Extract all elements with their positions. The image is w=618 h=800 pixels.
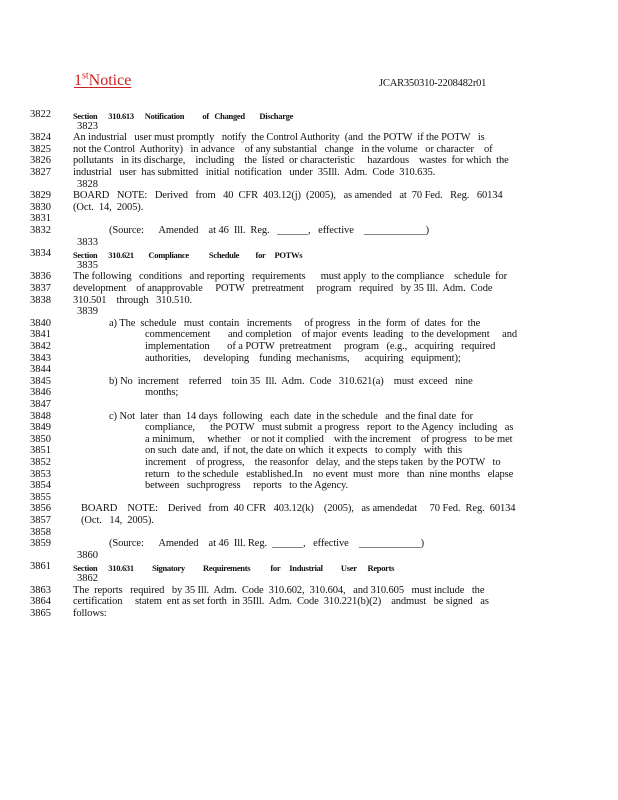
line-number: 3843 <box>30 352 51 364</box>
line-number: 3830 <box>30 201 51 213</box>
document-line <box>0 144 618 156</box>
document-line <box>0 608 618 620</box>
document-line <box>0 213 618 225</box>
line-text: a) The schedule must contain increments of progress in the form of dates for the <box>109 317 481 329</box>
line-number: 3856 <box>30 503 51 515</box>
section-heading-line <box>0 561 618 573</box>
line-text: between suchprogress reports to the Agency. <box>145 480 348 492</box>
line-text: compliance, the POTW must submit a progress report to the Agency including as <box>145 422 514 434</box>
sub-line-number <box>0 573 618 585</box>
line-number: 3845 <box>30 375 51 387</box>
document-line <box>0 492 618 504</box>
line-text: The following conditions and reporting requirements must apply to the compliance schedule for <box>73 271 508 283</box>
document-line <box>0 515 618 527</box>
sub-line-number <box>0 179 618 191</box>
line-number: 3829 <box>30 190 51 202</box>
document-line <box>0 422 618 434</box>
line-text: (Oct. 14, 2005). <box>81 515 154 526</box>
line-text: on such date and, if not, the date on which it expects to comply with this <box>145 445 462 457</box>
document-line <box>0 190 618 202</box>
sub-line-number <box>0 550 618 562</box>
line-text: (Source: Amended at 46 Ill. Reg. ______, effective ____________) <box>109 225 430 236</box>
notice-number: 1 <box>74 72 82 89</box>
document-line <box>0 376 618 388</box>
document-line <box>0 283 618 295</box>
line-number: 3854 <box>30 480 51 492</box>
document-line <box>0 411 618 423</box>
line-text: authorities, developing funding mechanisms, acquiring equipment); <box>145 352 461 364</box>
line-text: return to the schedule established.In no event must more than nine months elapse <box>145 468 514 480</box>
document-line <box>0 596 618 608</box>
line-number: 3852 <box>30 457 51 468</box>
line-text: industrial user has submitted initial notification under 35Ill. Adm. Code 310.635. <box>73 167 436 178</box>
document-line <box>0 202 618 214</box>
line-number: 3857 <box>30 515 51 526</box>
inline-line-number: 3862 <box>77 573 98 584</box>
document-line <box>0 341 618 353</box>
line-number: 3841 <box>30 329 51 341</box>
line-number: 3831 <box>30 213 51 225</box>
line-text: development of anapprovable POTW pretreatment program required by 35 Ill. Adm. Code <box>73 283 493 294</box>
document-line <box>0 434 618 446</box>
inline-line-number: 3833 <box>77 236 98 248</box>
line-number: 3842 <box>30 341 51 352</box>
document-line <box>0 329 618 341</box>
document-line <box>0 585 618 597</box>
sub-line-number <box>0 121 618 133</box>
section-heading: Section 310.631 Signatory Requirements for Industrial User Reports <box>73 563 395 574</box>
line-text: implementation of a POTW pretreatment program (e.g., acquiring required <box>145 341 496 352</box>
document-line <box>0 353 618 365</box>
line-number: 3847 <box>30 399 51 410</box>
line-text: c) Not later than 14 days following each date in the schedule and the final date for <box>109 410 473 422</box>
inline-line-number: 3823 <box>77 120 98 132</box>
line-text: pollutants in its discharge, including the listed or characteristic hazardous wastes for which the <box>73 155 509 167</box>
line-number: 3824 <box>30 132 51 144</box>
sub-line-number <box>0 260 618 272</box>
document-line <box>0 480 618 492</box>
line-number: 3863 <box>30 584 51 596</box>
document-line <box>0 295 618 307</box>
document-id: JCAR350310-2208482r01 <box>379 78 487 89</box>
line-number: 3849 <box>30 422 51 434</box>
document-line <box>0 271 618 283</box>
notice-label <box>74 72 131 90</box>
document-line <box>0 503 618 515</box>
line-number: 3837 <box>30 283 51 294</box>
line-text: commencement and completion of major events leading to the development and <box>145 329 518 341</box>
line-number: 3836 <box>30 271 51 283</box>
line-number: 3844 <box>30 364 51 376</box>
line-text: not the Control Authority) in advance of any substantial change in the volume or character of <box>73 143 493 155</box>
line-number: 3850 <box>30 433 51 445</box>
document-line <box>0 132 618 144</box>
document-line <box>0 538 618 550</box>
document-line <box>0 167 618 179</box>
line-text: months; <box>145 387 179 399</box>
document-line <box>0 469 618 481</box>
line-text: certification statem ent as set forth in 35Ill. Adm. Code 310.221(b)(2) andmust be signed as <box>73 596 489 608</box>
line-text: The reports required by 35 Ill. Adm. Code 310.602, 310.604, and 310.605 must include the <box>73 584 485 596</box>
line-text: follows: <box>73 607 107 619</box>
document-line <box>0 387 618 399</box>
line-text: (Source: Amended at 46 Ill. Reg. ______, effective ____________) <box>109 538 425 550</box>
inline-line-number: 3828 <box>77 178 98 190</box>
document-line <box>0 364 618 376</box>
line-number: 3861 <box>30 561 51 573</box>
inline-line-number: 3835 <box>77 259 98 271</box>
line-number: 3834 <box>30 248 51 260</box>
line-number: 3855 <box>30 491 51 503</box>
document-line <box>0 225 618 237</box>
section-heading: Section 310.621 Compliance Schedule for POTWs <box>73 250 303 261</box>
notice-suffix: st <box>82 70 89 82</box>
line-number: 3859 <box>30 538 51 550</box>
line-text: a minimum, whether or not it complied with the increment of progress to be met <box>145 433 513 445</box>
section-heading-line <box>0 248 618 260</box>
line-number: 3851 <box>30 445 51 457</box>
line-text: increment of progress, the reasonfor delay, and the steps taken by the POTW to <box>145 457 501 468</box>
line-number: 3822 <box>30 109 51 120</box>
line-text: BOARD NOTE: Derived from 40 CFR 403.12(k) (2005), as amendedat 70 Fed. Reg. 60134 <box>81 503 516 515</box>
line-number: 3865 <box>30 607 51 619</box>
section-heading: Section 310.613 Notification of Changed Discharge <box>73 111 294 121</box>
line-text: (Oct. 14, 2005). <box>73 201 144 213</box>
line-text: 310.501 through 310.510. <box>73 294 193 306</box>
line-number: 3848 <box>30 410 51 422</box>
line-number: 3827 <box>30 167 51 178</box>
line-text: b) No increment referred toin 35 Ill. Adm. Code 310.621(a) must exceed nine <box>109 375 473 387</box>
line-number: 3846 <box>30 387 51 399</box>
line-number: 3826 <box>30 155 51 167</box>
notice-text: Notice <box>88 72 132 89</box>
sub-line-number <box>0 237 618 249</box>
line-number: 3838 <box>30 294 51 306</box>
document-line <box>0 457 618 469</box>
line-number: 3858 <box>30 526 51 538</box>
line-number: 3832 <box>30 225 51 236</box>
document-line <box>0 527 618 539</box>
document-line <box>0 399 618 411</box>
inline-line-number: 3860 <box>77 549 98 561</box>
sub-line-number <box>0 306 618 318</box>
document-line <box>0 445 618 457</box>
section-heading-line <box>0 109 618 121</box>
line-text: BOARD NOTE: Derived from 40 CFR 403.12(j) (2005), as amended at 70 Fed. Reg. 60134 <box>73 190 503 202</box>
line-text: An industrial user must promptly notify the Control Authority (and the POTW if the POTW is <box>73 132 485 144</box>
document-line <box>0 155 618 167</box>
inline-line-number: 3839 <box>77 306 98 318</box>
line-number: 3853 <box>30 468 51 480</box>
line-number: 3825 <box>30 143 51 155</box>
document-line <box>0 318 618 330</box>
line-number: 3840 <box>30 317 51 329</box>
line-number: 3864 <box>30 596 51 608</box>
